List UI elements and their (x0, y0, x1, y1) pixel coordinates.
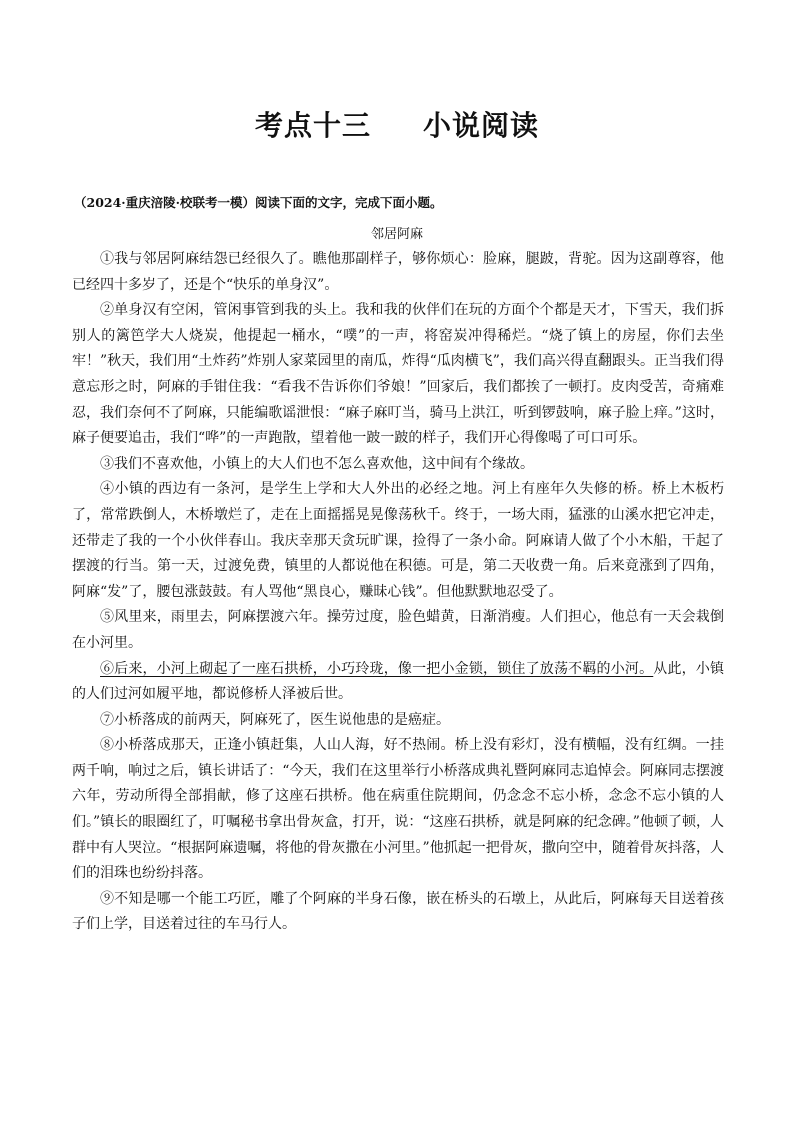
page-title (0, 104, 794, 144)
paragraph-3: ③我们不喜欢他，小镇上的大人们也不怎么喜欢他，这中间有个缘故。 (100, 455, 534, 472)
paragraph-9: ⑨不知是哪一个能工巧匠，雕了个阿麻的半身石像，嵌在桥头的石墩上，从此后，阿麻每天目送着孩子们上学，目送着过往的车马行人。 (72, 890, 724, 933)
paragraph-6 (72, 657, 724, 708)
paragraph-5: ⑤风里来，雨里去，阿麻摆渡六年。操劳过度，脸色蜡黄，日渐消瘦。人们担心，他总有一天会栽倒在小河里。 (72, 609, 724, 651)
paragraph-8: ⑧小桥落成那天，正逢小镇赶集，人山人海，好不热闹。桥上没有彩灯，没有横幅，没有红绸。一挂两千响，响过之后，镇长讲话了：“今天，我们在这里举行小桥落成典礼暨阿麻同志追悼会。阿麻同志摆渡六年，劳动所得全部捐献，修了这座石拱桥。他在病重住院期间，仍念念不忘小桥，念念不忘小镇的人们。”镇长的眼圈红了，叮嘱秘书拿出骨灰盒，打开，说：“这座石拱桥，就是阿麻的纪念碑。”他顿了顿，人群中有人哭泣。“根据阿麻遗嘱，将他的骨灰撒在小河里。”他抓起一把骨灰，撒向空中，随着骨灰抖落，人们的泪珠也纷纷抖落。 (72, 737, 724, 882)
underlined-sentence: ⑥后来，小河上砌起了一座石拱桥，小巧玲珑，像一把小金锁，锁住了放荡不羁的小河。 (100, 660, 654, 677)
paragraph-1: ①我与邻居阿麻结怨已经很久了。瞧他那副样子，够你烦心：脸麻，腿跛，背驼。因为这副尊容，他已经四十多岁了，还是个“快乐的单身汉”。 (72, 251, 724, 293)
story-title: 邻居阿麻 (370, 227, 423, 242)
story-body (72, 247, 724, 938)
paragraph-7: ⑦小桥落成的前两天，阿麻死了，医生说他患的是癌症。 (100, 711, 450, 728)
title-part-1: 考点十三 (254, 109, 371, 142)
question-intro: （2024·重庆涪陵·校联考一模）阅读下面的文字，完成下面小题。 (74, 195, 443, 210)
paragraph-2: ②单身汉有空闲，管闲事管到我的头上。我和我的伙伴们在玩的方面个个都是天才，下雪天，我们拆别人的篱笆学大人烧炭，他提起一桶水，“噗”的一声，将窑炭冲得稀烂。“烧了镇上的房屋，你们去坐牢！”秋天，我们用“土炸药”炸别人家菜园里的南瓜，炸得“瓜肉横飞”，我们高兴得直翻跟头。正当我们得意忘形之时，阿麻的手钳住我：“看我不告诉你们爷娘！”回家后，我们都挨了一顿打。皮肉受苦，奇痛难忍，我们奈何不了阿麻，只能编歌谣泄恨：“麻子麻叮当，骑马上洪江，听到锣鼓响，麻子脸上痒。”这时，麻子便要追击，我们“哗”的一声跑散，望着他一跛一跛的样子，我们开心得像喝了可口可乐。 (72, 302, 724, 447)
title-part-2: 小说阅读 (423, 109, 540, 142)
paragraph-4: ④小镇的西边有一条河，是学生上学和大人外出的必经之地。河上有座年久失修的桥。桥上木板朽了，常常跌倒人，木桥墩烂了，走在上面摇摇晃晃像荡秋千。终于，一场大雨，猛涨的山溪水把它冲走，还带走了我的一个小伙伴春山。我庆幸那天贪玩旷课，捡得了一条小命。阿麻请人做了个小木船，干起了摆渡的行当。第一天，过渡免费，镇里的人都说他在积德。可是，第二天收费一角。后来竟涨到了四角，阿麻“发”了，腰包涨鼓鼓。有人骂他“黑良心，赚昧心钱”。但他默默地忍受了。 (72, 481, 724, 600)
paragraph-6-rest: 从此，小镇的人们过河如履平地，都说修桥人泽被后世。 (72, 660, 725, 703)
